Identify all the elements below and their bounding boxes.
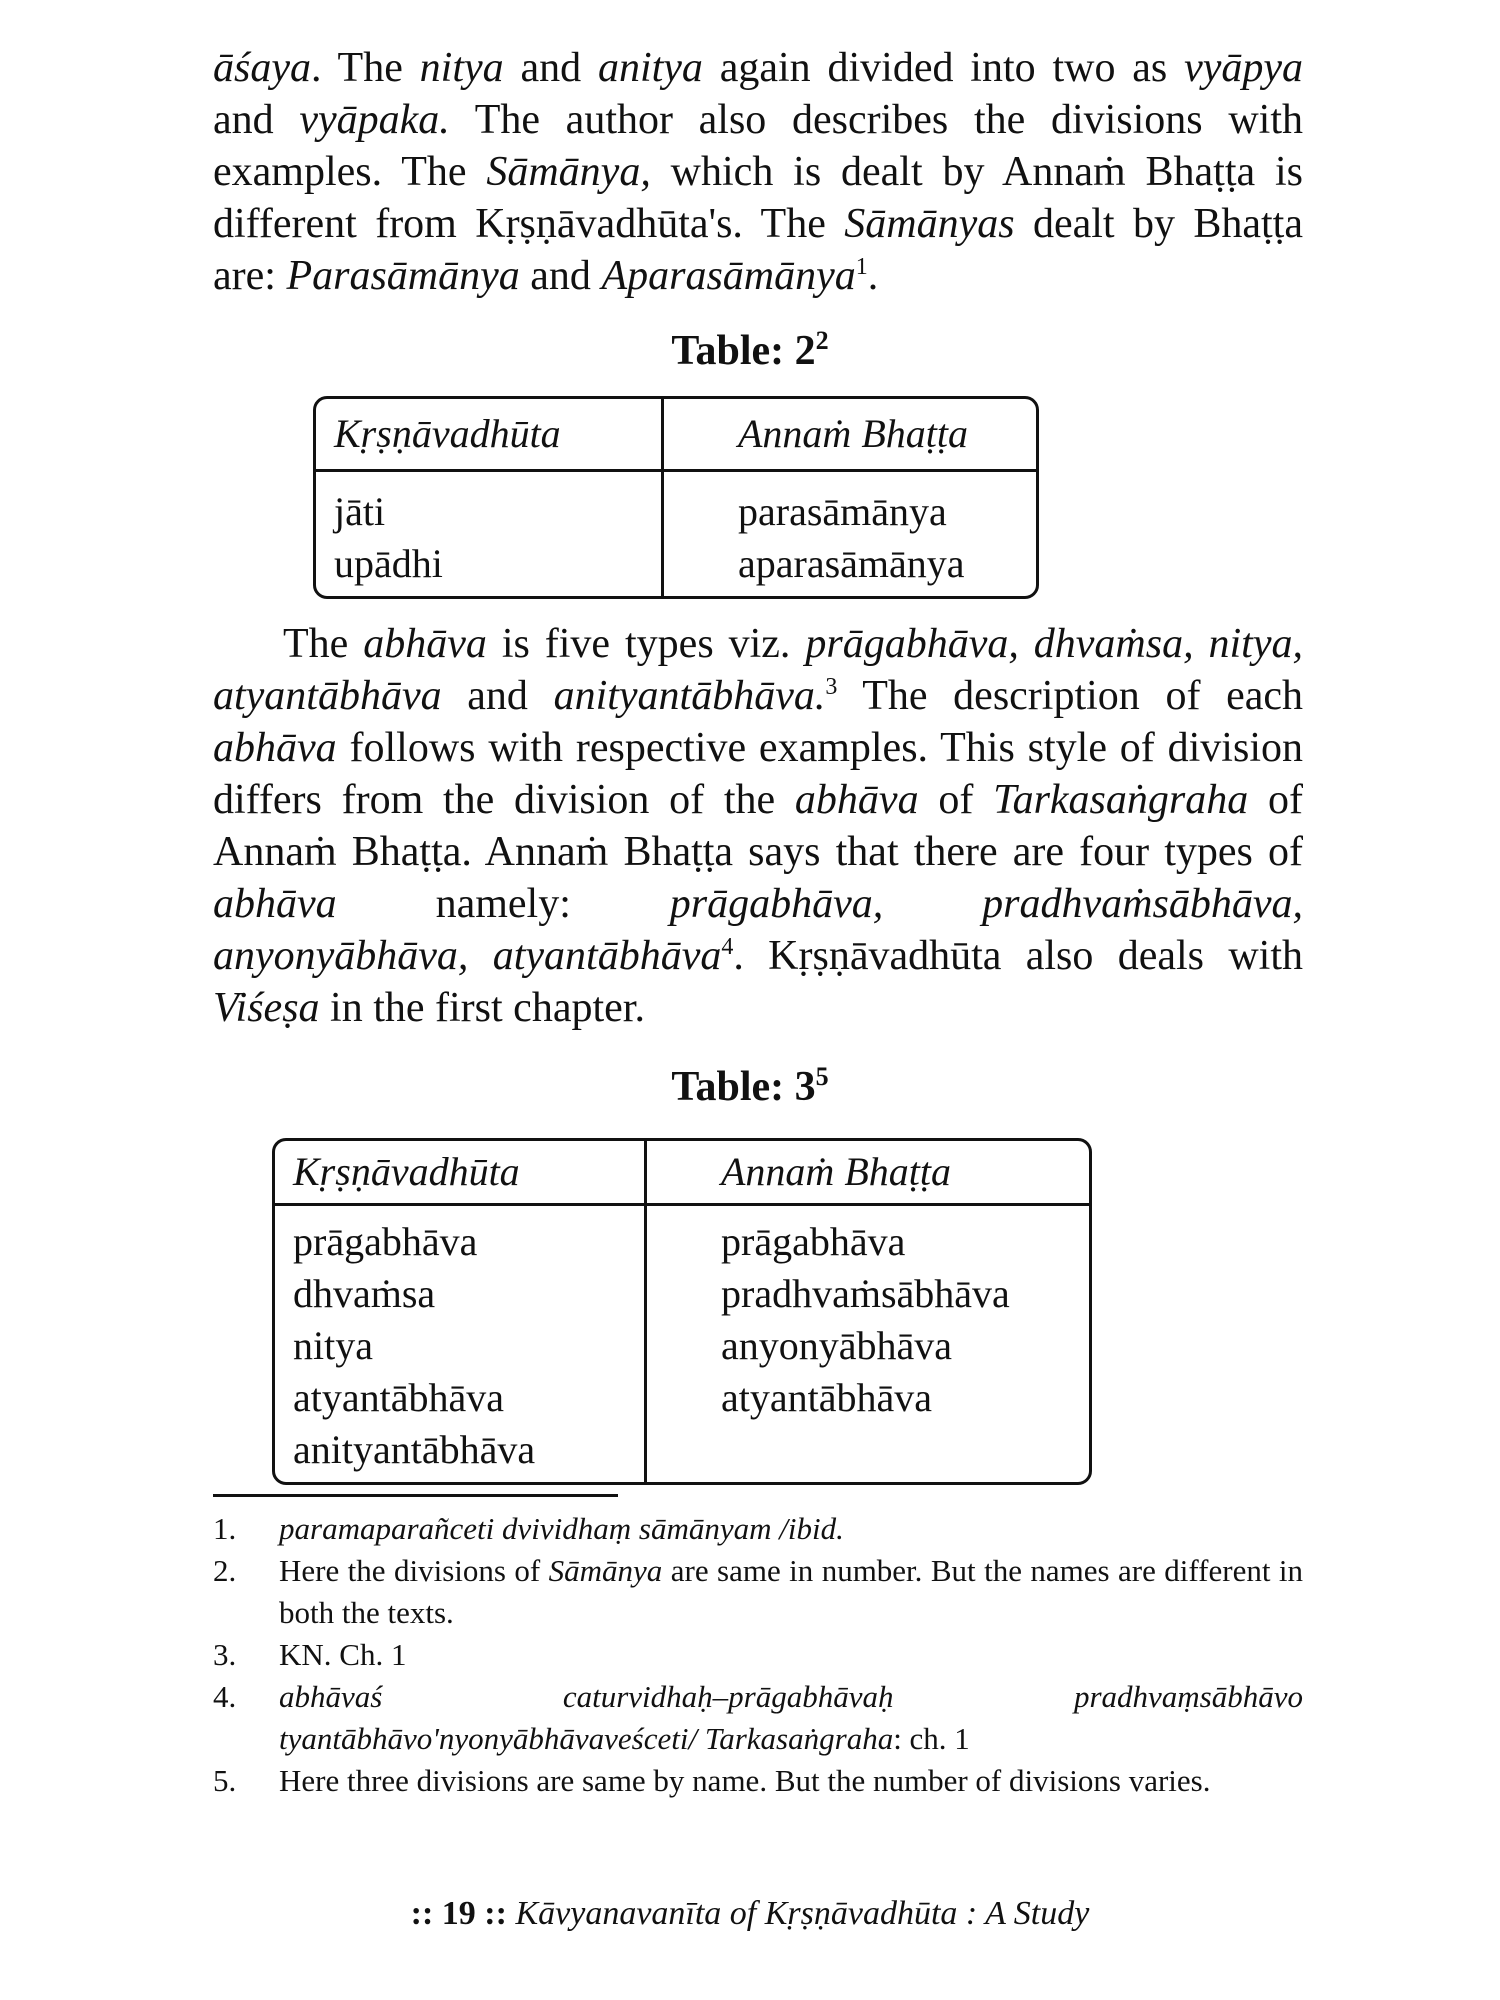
footnote-text [279, 1550, 1303, 1634]
p2-s15: abhāva [213, 881, 337, 927]
footnote-number: 3. [213, 1637, 237, 1672]
p2-s11: abhāva [794, 777, 919, 823]
p1-s15: Parasāmānya [286, 253, 520, 299]
table-3-right-cell: atyantābhāva [721, 1375, 932, 1420]
p1-s12: which is dealt by Annaṁ Bhaṭṭa is different from Kṛṣṇāvadhūta's. The [213, 149, 1303, 247]
p2-s6: anityantābhāva. [553, 673, 826, 719]
table-3-left-cell: atyantābhāva [293, 1375, 504, 1420]
footnote-number: 1. [213, 1511, 237, 1546]
running-title: Kāvyanavanīta of Kṛṣṇāvadhūta : A Study [515, 1895, 1090, 1932]
table-2-title [0, 326, 1500, 376]
paragraph-2 [213, 618, 1303, 1034]
table-3-left-cell: nitya [293, 1323, 373, 1368]
p1-s5: anitya [597, 45, 703, 91]
footnotes [213, 1508, 1303, 1802]
table-3-header [275, 1141, 1089, 1206]
table-3-header-left: Kṛṣṇāvadhūta [275, 1141, 647, 1203]
footnote-number: 2. [213, 1553, 237, 1588]
footnote-number: 5. [213, 1763, 237, 1798]
table-2-header-right: Annaṁ Bhaṭṭa [738, 411, 968, 456]
footnote-1-italic: paramaparañceti dvividhaṃ sāmānyam /ibid. [279, 1511, 844, 1546]
p2-s20: Viśeṣa [213, 985, 320, 1031]
p1-s2: . The [311, 45, 420, 91]
table-3-title-sup: 5 [815, 1062, 829, 1091]
table-3-left-cell: anityantābhāva [293, 1427, 536, 1472]
table-2-title-sup: 2 [815, 326, 829, 355]
p2-s21: in the first chapter. [319, 985, 645, 1031]
table-3-left-col [275, 1206, 647, 1482]
p1-s13: Sāmānyas [844, 201, 1015, 247]
table-3-right-col [647, 1206, 1089, 1482]
footnote-text [279, 1760, 1303, 1802]
page-number: :: 19 :: [410, 1895, 507, 1932]
p1-s8: and [213, 97, 300, 143]
footnote-4-italic: abhāvaś caturvidhaḥ–prāgabhāvaḥ pradhvaṃsābhāvo tyantābhāvo'nyonyābhāvaveśceti/ Tarkasaṅgraha [279, 1679, 1303, 1756]
footnote-3-plain: KN. Ch. 1 [279, 1637, 407, 1672]
p1-s10: The author also describes the divisions with examples. The [213, 97, 1303, 195]
footnote-ref-3: 3 [825, 674, 838, 700]
p1-s16: and [519, 253, 602, 299]
p2-s4: prāgabhāva, dhvaṁsa, nitya, atyantābhāva [213, 621, 1303, 719]
p1-s11: Sāmānya, [486, 149, 651, 195]
table-2-body [316, 472, 1036, 596]
table-3-title [0, 1062, 1500, 1112]
table-3-left-cell: dhvaṁsa [293, 1271, 436, 1316]
footnote-5-plain: Here three divisions are same by name. But the number of divisions varies. [279, 1763, 1211, 1798]
footnote-ref-4: 4 [721, 934, 734, 960]
table-3-left-cell: prāgabhāva [293, 1219, 478, 1264]
footnote-4-plain: : ch. 1 [893, 1721, 970, 1756]
p1-s6: again divided into two as [702, 45, 1185, 91]
footnote-text [279, 1508, 1303, 1550]
footnote-item [213, 1550, 1303, 1634]
table-2-left-cell: jāti [334, 489, 386, 534]
footnote-number: 4. [213, 1679, 237, 1714]
table-2-header [316, 399, 1036, 472]
footnote-2-pre: Here the divisions of [279, 1553, 549, 1588]
paragraph-1 [213, 42, 1303, 302]
footnote-ref-1: 1 [855, 254, 868, 280]
table-2-right-cell: aparasāmānya [738, 541, 965, 586]
table-2-left-col [316, 472, 664, 596]
p2-s19: . Kṛṣṇāvadhūta also deals with [733, 933, 1303, 979]
p2-s16: namely: [336, 881, 670, 927]
p2-s5: and [441, 673, 554, 719]
table-3 [272, 1138, 1092, 1485]
table-2-right-col [664, 472, 1036, 596]
footnote-item [213, 1760, 1303, 1802]
p2-s1: The [283, 621, 364, 667]
page-footer [0, 1892, 1500, 1936]
footnote-2-italic: Sāmānya [548, 1553, 663, 1588]
p2-s3: is five types viz. [486, 621, 806, 667]
table-3-header-right: Annaṁ Bhaṭṭa [721, 1149, 951, 1194]
p2-s13: Tarkasaṅgraha [993, 777, 1249, 823]
footnote-divider [213, 1494, 618, 1497]
footnote-item [213, 1508, 1303, 1550]
p2-s2: abhāva [363, 621, 487, 667]
p1-s14: dealt by Bhaṭṭa are: [213, 201, 1303, 299]
table-2-right-cell: parasāmānya [738, 489, 947, 534]
p2-s10: follows with respective examples. This style of division differs from the division of the [213, 725, 1303, 823]
table-3-body [275, 1206, 1089, 1482]
p1-s9: vyāpaka. [299, 97, 450, 143]
p2-s9: abhāva [213, 725, 337, 771]
table-2-header-left: Kṛṣṇāvadhūta [316, 399, 664, 469]
table-2-left-cell: upādhi [334, 541, 443, 586]
table-3-right-cell: pradhvaṁsābhāva [721, 1271, 1010, 1316]
p2-s14: of Annaṁ Bhaṭṭa. Annaṁ Bhaṭṭa says that there are four types of [213, 777, 1303, 875]
footnote-text [279, 1676, 1303, 1760]
table-3-right-cell: prāgabhāva [721, 1219, 906, 1264]
table-2 [313, 396, 1039, 599]
p1-s4: and [503, 45, 598, 91]
p1-s3: nitya [419, 45, 504, 91]
footnote-item [213, 1634, 1303, 1676]
p1-s17: Aparasāmānya [601, 253, 856, 299]
p2-s8: The description of each [837, 673, 1303, 719]
footnote-2-plain: are same in number. But the names are different in both the texts. [279, 1553, 1303, 1630]
p2-s17: prāgabhāva, pradhvaṁsābhāva, anyonyābhāva, atyantābhāva [213, 881, 1303, 979]
p1-s1: āśaya [213, 45, 311, 91]
p2-s12: of [918, 777, 994, 823]
table-3-title-text: Table: 3 [671, 1064, 816, 1110]
footnote-item [213, 1676, 1303, 1760]
footnote-text [279, 1634, 1303, 1676]
table-2-title-text: Table: 2 [671, 328, 816, 374]
p1-s7: vyāpya [1184, 45, 1303, 91]
table-3-right-cell: anyonyābhāva [721, 1323, 953, 1368]
p1-s19: . [867, 253, 879, 299]
